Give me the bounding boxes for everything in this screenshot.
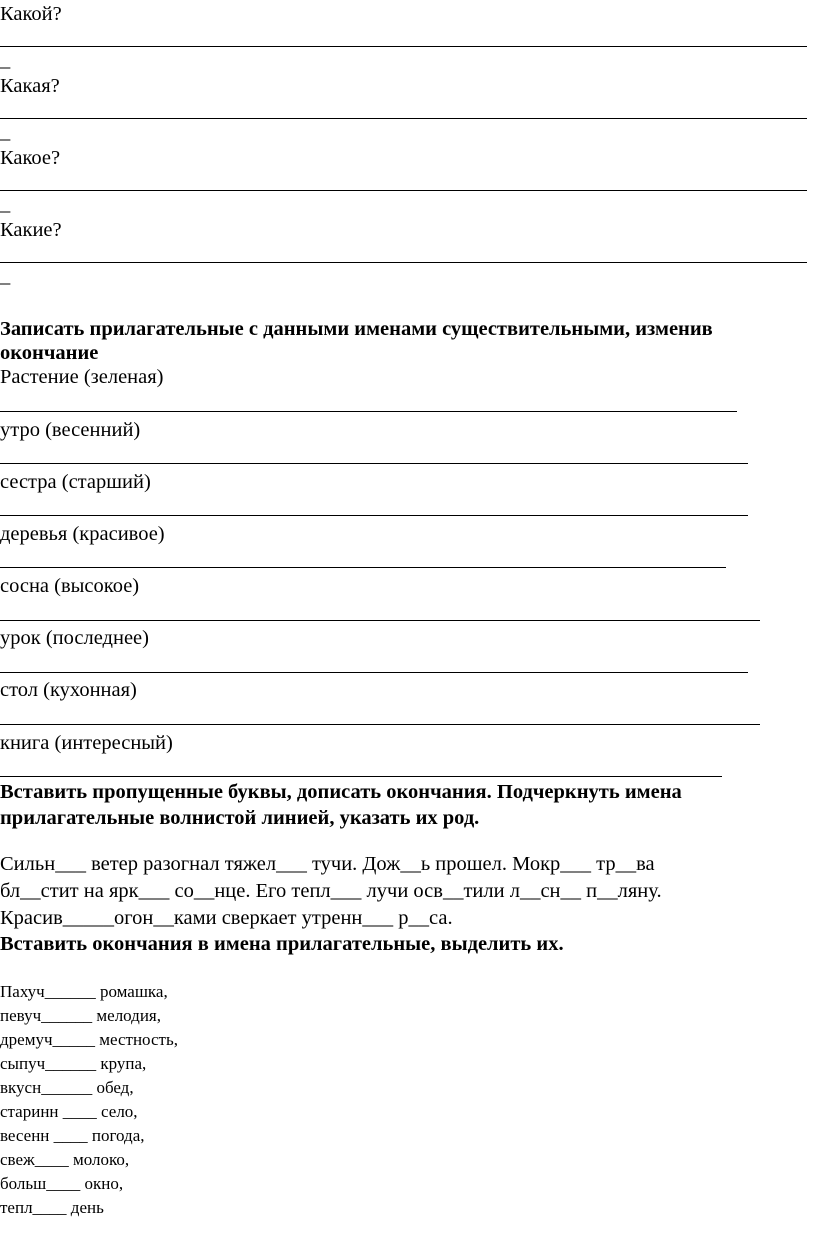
task1-item: деревья (красивое) bbox=[0, 523, 165, 545]
answer-line bbox=[0, 411, 737, 412]
task3-item: певуч______ мелодия, bbox=[0, 1006, 162, 1025]
answer-line bbox=[0, 776, 722, 777]
question-label: Какое? bbox=[0, 147, 61, 169]
task3-item: сыпуч______ крупа, bbox=[0, 1054, 147, 1073]
question-label: Какая? bbox=[0, 75, 60, 97]
task1-item: сестра (старший) bbox=[0, 471, 151, 493]
answer-line bbox=[0, 118, 807, 119]
task1-item: утро (весенний) bbox=[0, 419, 141, 441]
task3-item: весенн ____ погода, bbox=[0, 1126, 145, 1145]
question-label: Какой? bbox=[0, 3, 62, 25]
task2-heading: Вставить пропущенные буквы, дописать окончания. Подчеркнуть имена bbox=[0, 781, 682, 803]
line-tail: _ bbox=[0, 121, 11, 143]
answer-line bbox=[0, 515, 748, 516]
line-tail: _ bbox=[0, 265, 11, 287]
task3-item: тепл____ день bbox=[0, 1198, 104, 1217]
task3-item: свеж____ молоко, bbox=[0, 1150, 130, 1169]
answer-line bbox=[0, 190, 807, 191]
question-label: Какие? bbox=[0, 219, 62, 241]
answer-line bbox=[0, 724, 760, 725]
task1-item: урок (последнее) bbox=[0, 627, 149, 649]
answer-line bbox=[0, 620, 760, 621]
task2-text-line: Сильн___ ветер разогнал тяжел___ тучи. Дож__ь прошел. Мокр___ тр__ва bbox=[0, 853, 655, 875]
task2-heading: прилагательные волнистой линией, указать их род. bbox=[0, 807, 480, 829]
task3-item: больш____ окно, bbox=[0, 1174, 124, 1193]
answer-line bbox=[0, 46, 807, 47]
task3-item: дремуч_____ местность, bbox=[0, 1030, 178, 1049]
task3-heading: Вставить окончания в имена прилагательные, выделить их. bbox=[0, 933, 564, 955]
task1-item: Растение (зеленая) bbox=[0, 366, 164, 388]
task2-text-line: Красив_____огон__ками сверкает утренн___ р__са. bbox=[0, 907, 453, 929]
task1-heading: окончание bbox=[0, 342, 99, 364]
answer-line bbox=[0, 567, 726, 568]
task1-item: сосна (высокое) bbox=[0, 575, 140, 597]
task1-item: стол (кухонная) bbox=[0, 679, 137, 701]
line-tail: _ bbox=[0, 49, 11, 71]
task1-heading: Записать прилагательные с данными именами существительными, изменив bbox=[0, 318, 713, 340]
task2-text-line: бл__стит на ярк___ со__нце. Его тепл___ лучи осв__тили л__сн__ п__ляну. bbox=[0, 880, 662, 902]
task3-item: вкусн______ обед, bbox=[0, 1078, 134, 1097]
task1-item: книга (интересный) bbox=[0, 732, 173, 754]
answer-line bbox=[0, 262, 807, 263]
answer-line bbox=[0, 463, 748, 464]
line-tail: _ bbox=[0, 193, 11, 215]
task3-item: старинн ____ село, bbox=[0, 1102, 138, 1121]
answer-line bbox=[0, 672, 748, 673]
task3-item: Пахуч______ ромашка, bbox=[0, 982, 168, 1001]
